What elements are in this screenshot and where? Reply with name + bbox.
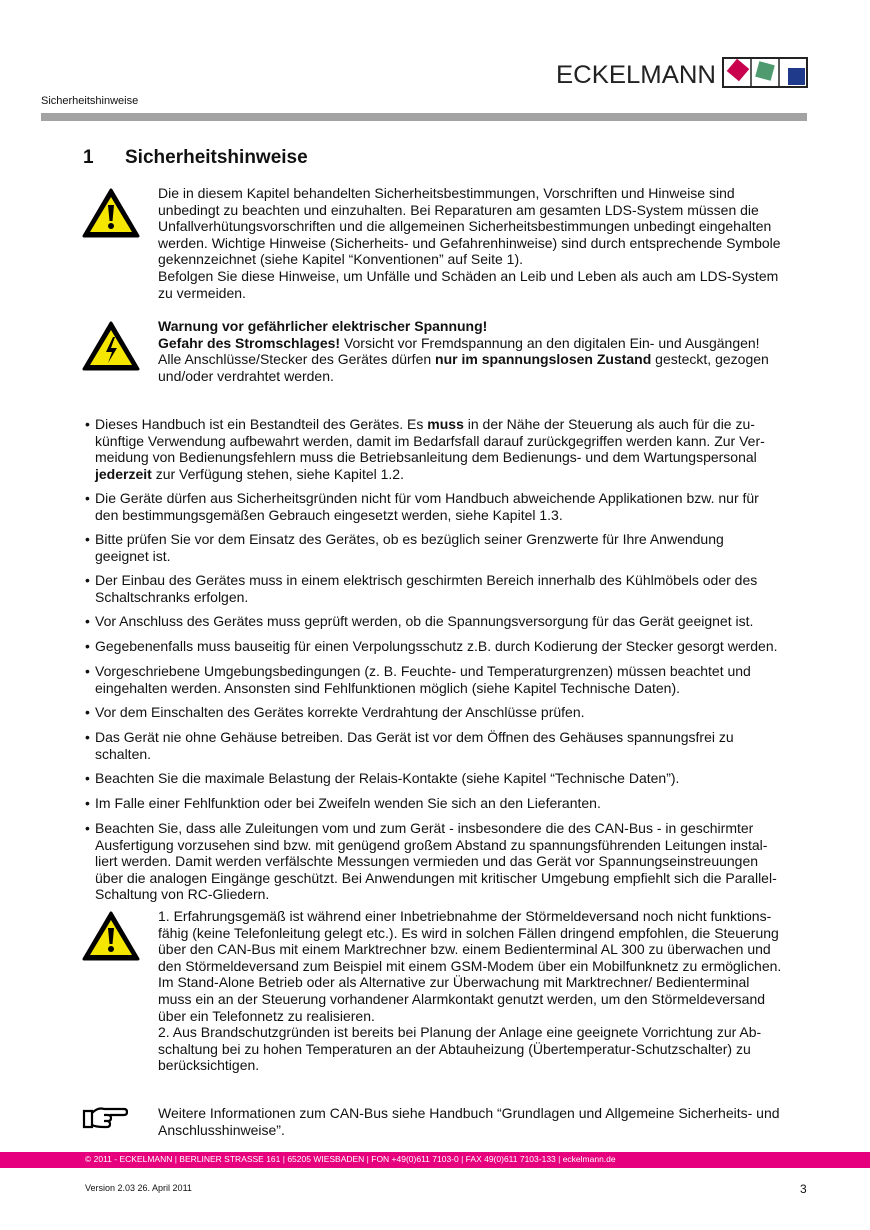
text-line: den Störmeldeversand zum Beispiel mit einem GSM-Modem über ein Mobilfunknetz zu ermöglichen. — [158, 957, 782, 974]
text-line — [158, 351, 769, 368]
text-line: 1. Erfahrungsgemäß ist während einer Inbetriebnahme der Störmeldeversand noch nicht funktions- — [158, 908, 772, 924]
bullet-marker: • — [85, 663, 90, 679]
section-title: Sicherheitshinweise — [125, 147, 308, 168]
text-line: unbedingt zu beachten und einzuhalten. Bei Reparaturen am gesamten LDS-System müssen die — [158, 201, 759, 218]
text-line: eingehalten werden. Ansonsten sind Fehlfunktionen möglich (siehe Kapitel Technische Daten). — [95, 679, 680, 696]
bullet-text — [95, 416, 765, 482]
text-line: Vorgeschriebene Umgebungsbedingungen (z. B. Feuchte- und Temperaturgrenzen) müssen beachtet und — [95, 663, 751, 679]
bullet-text — [95, 770, 679, 787]
version-info: Version 2.03 26. April 2011 — [85, 1183, 192, 1193]
text-line: Das Gerät nie ohne Gehäuse betreiben. Das Gerät ist vor dem Öffnen des Gehäuses spannungsfrei zu — [95, 729, 734, 745]
footer-address: © 2011 - ECKELMANN | BERLINER STRASSE 161 | 65205 WIESBADEN | FON +49(0)611 7103-0 | FAX 49(0)611 7103-133 | eckelmann.de — [85, 1154, 616, 1164]
text-line: künftige Verwendung aufbewahrt werden, damit im Bedarfsfall darauf zurückgegriffen werden kann. Zur Ver- — [95, 432, 765, 449]
text-line: meidung von Bedienungsfehlern muss die Betriebsanleitung dem Bedienungs- und dem Wartungspersonal — [95, 449, 757, 466]
text-line: Schaltung von RC-Gliedern. — [95, 886, 270, 903]
bullet-text — [95, 795, 601, 812]
eckelmann-logo — [556, 57, 808, 94]
text-line: den bestimmungsgemäßen Gebrauch eingesetzt werden, siehe Kapitel 1.3. — [95, 506, 563, 523]
bullet-text — [95, 613, 753, 630]
bullet-text — [95, 729, 734, 762]
bullet-marker: • — [85, 416, 90, 432]
text-line: zu vermeiden. — [158, 284, 246, 301]
text-line — [95, 466, 765, 483]
text-segment: gesteckt, gezogen — [651, 351, 769, 368]
text-line: 2. Aus Brandschutzgründen ist bereits bei Planung der Anlage eine geeignete Vorrichtung zur Ab- — [158, 1024, 762, 1041]
text-line: Anschlusshinweise”. — [158, 1121, 285, 1138]
text-line: Bitte prüfen Sie vor dem Einsatz des Gerätes, ob es bezüglich seiner Grenzwerte für Ihre Anwendung — [95, 531, 724, 547]
text-segment: zur Verfügung stehen, siehe Kapitel 1.2. — [151, 465, 404, 482]
bullet-text — [95, 663, 751, 696]
bold-text: jederzeit — [95, 465, 152, 482]
text-line: fähig (keine Telefonleitung gelegt etc.). Es wird in solchen Fällen dringend empfohlen, die Steuerung — [158, 924, 779, 941]
bold-text: Warnung vor gefährlicher elektrischer Spannung! — [158, 318, 488, 334]
footer-bar — [0, 1152, 870, 1168]
notice-text — [158, 185, 781, 301]
bullet-text — [95, 820, 777, 903]
bullet-marker: • — [85, 820, 90, 836]
text-line: Unfallverhütungsvorschriften und die allgemeinen Sicherheitsbestimmungen unbedingt eingehalten — [158, 218, 772, 235]
text-segment: Vorsicht vor Fremdspannung an den digitalen Ein- und Ausgängen! — [340, 334, 760, 351]
text-line: Im Falle einer Fehlfunktion oder bei Zweifeln wenden Sie sich an den Lieferanten. — [95, 795, 601, 811]
svg-text:ECKELMANN: ECKELMANN — [556, 61, 716, 89]
notice-text — [158, 1105, 780, 1138]
text-line: über die analogen Eingänge geschützt. Bei Anwendungen mit kritischer Umgebung empfiehlt sich die Parallel- — [95, 869, 777, 886]
text-line: geeignet ist. — [95, 547, 171, 564]
text-line: Befolgen Sie diese Hinweise, um Unfälle und Schäden an Leib und Leben als auch am LDS-System — [158, 267, 779, 284]
page-number: 3 — [800, 1182, 807, 1196]
notice-text — [158, 318, 769, 384]
bullet-marker: • — [85, 572, 90, 588]
text-line: über ein Telefonnetz zu realisieren. — [158, 1007, 375, 1024]
text-line: liert werden. Damit werden verfälschte Messungen vermieden und das Gerät vor Spannungseinstreuungen — [95, 853, 759, 870]
text-line: Weitere Informationen zum CAN-Bus siehe Handbuch “Grundlagen und Allgemeine Sicherheits- und — [158, 1105, 780, 1121]
text-segment: Dieses Handbuch ist ein Bestandteil des Gerätes. Es — [95, 416, 428, 432]
bullet-text — [95, 638, 778, 655]
text-line: werden. Wichtige Hinweise (Sicherheits- und Gefahrenhinweise) sind durch entsprechende Symbole — [158, 234, 781, 251]
text-line: Gegebenenfalls muss bauseitig für einen Verpolungsschutz z.B. durch Kodierung der Stecker gesorgt werden. — [95, 638, 778, 654]
bold-text: nur im spannungslosen Zustand — [435, 351, 652, 368]
warning-triangle-icon — [82, 188, 140, 243]
text-line — [95, 416, 765, 433]
bullet-text — [95, 572, 757, 605]
warning-triangle-icon — [82, 911, 140, 966]
text-line: Im Stand-Alone Betrieb oder als Alternative zur Überwachung mit Marktrechner/ Bedienterminal — [158, 974, 750, 991]
text-line: Schaltschranks erfolgen. — [95, 588, 249, 605]
bullet-marker: • — [85, 795, 90, 811]
text-segment: Alle Anschlüsse/Stecker des Gerätes dürfen — [158, 351, 436, 368]
bullet-marker: • — [85, 770, 90, 786]
bullet-text — [95, 531, 724, 564]
electrical-hazard-icon — [82, 321, 140, 376]
text-segment: in der Nähe der Steuerung als auch für die zu- — [463, 416, 755, 432]
bullet-marker: • — [85, 613, 90, 629]
text-line: Vor Anschluss des Gerätes muss geprüft werden, ob die Spannungsversorgung für das Gerät geeignet ist. — [95, 613, 754, 629]
bold-text: Gefahr des Stromschlages! — [158, 334, 341, 351]
text-line: über den CAN-Bus mit einem Marktrechner bzw. einem Bedienterminal AL 300 zu überwachen und — [158, 941, 771, 958]
text-line: Die Geräte dürfen aus Sicherheitsgründen nicht für vom Handbuch abweichende Applikationen bzw. nur für — [95, 490, 759, 506]
bullet-marker: • — [85, 638, 90, 654]
text-line: gekennzeichnet (siehe Kapitel “Konventionen” auf Seite 1). — [158, 251, 524, 268]
bullet-marker: • — [85, 729, 90, 745]
notice-text — [158, 908, 781, 1074]
running-header: Sicherheitshinweise — [41, 95, 139, 107]
header-divider — [41, 113, 807, 121]
text-line: berücksichtigen. — [158, 1057, 260, 1074]
text-line: Die in diesem Kapitel behandelten Sicherheitsbestimmungen, Vorschriften und Hinweise sind — [158, 185, 735, 201]
text-line: Der Einbau des Gerätes muss in einem elektrisch geschirmten Bereich innerhalb des Kühlmöbels oder des — [95, 572, 758, 588]
text-line: schalten. — [95, 745, 152, 762]
bullet-marker: • — [85, 704, 90, 720]
pointing-hand-icon — [82, 1105, 128, 1136]
text-line — [158, 335, 769, 352]
text-line: Ausfertigung vorzusehen sind bzw. mit genügend großem Abstand zu spannungsführenden Leitungen instal- — [95, 836, 768, 853]
text-line: und/oder verdrahtet werden. — [158, 367, 334, 384]
bullet-marker: • — [85, 490, 90, 506]
text-line: schaltung bei zu hohen Temperaturen an der Abtauheizung (Übertemperatur-Schutzschalter) zu — [158, 1040, 751, 1057]
bold-text: muss — [427, 416, 464, 432]
bullet-marker: • — [85, 531, 90, 547]
text-line: Beachten Sie die maximale Belastung der Relais-Kontakte (siehe Kapitel “Technische Daten”). — [95, 770, 680, 786]
text-line: Beachten Sie, dass alle Zuleitungen vom und zum Gerät - insbesondere die des CAN-Bus - in geschirmter — [95, 820, 754, 836]
text-line: muss ein an der Steuerung vorhandener Alarmkontakt genutzt werden, um den Störmeldeversand — [158, 990, 766, 1007]
text-line: Vor dem Einschalten des Gerätes korrekte Verdrahtung der Anschlüsse prüfen. — [95, 704, 585, 720]
bullet-text — [95, 704, 585, 721]
bullet-text — [95, 490, 759, 523]
section-number: 1 — [83, 147, 94, 168]
text-line — [158, 318, 769, 335]
